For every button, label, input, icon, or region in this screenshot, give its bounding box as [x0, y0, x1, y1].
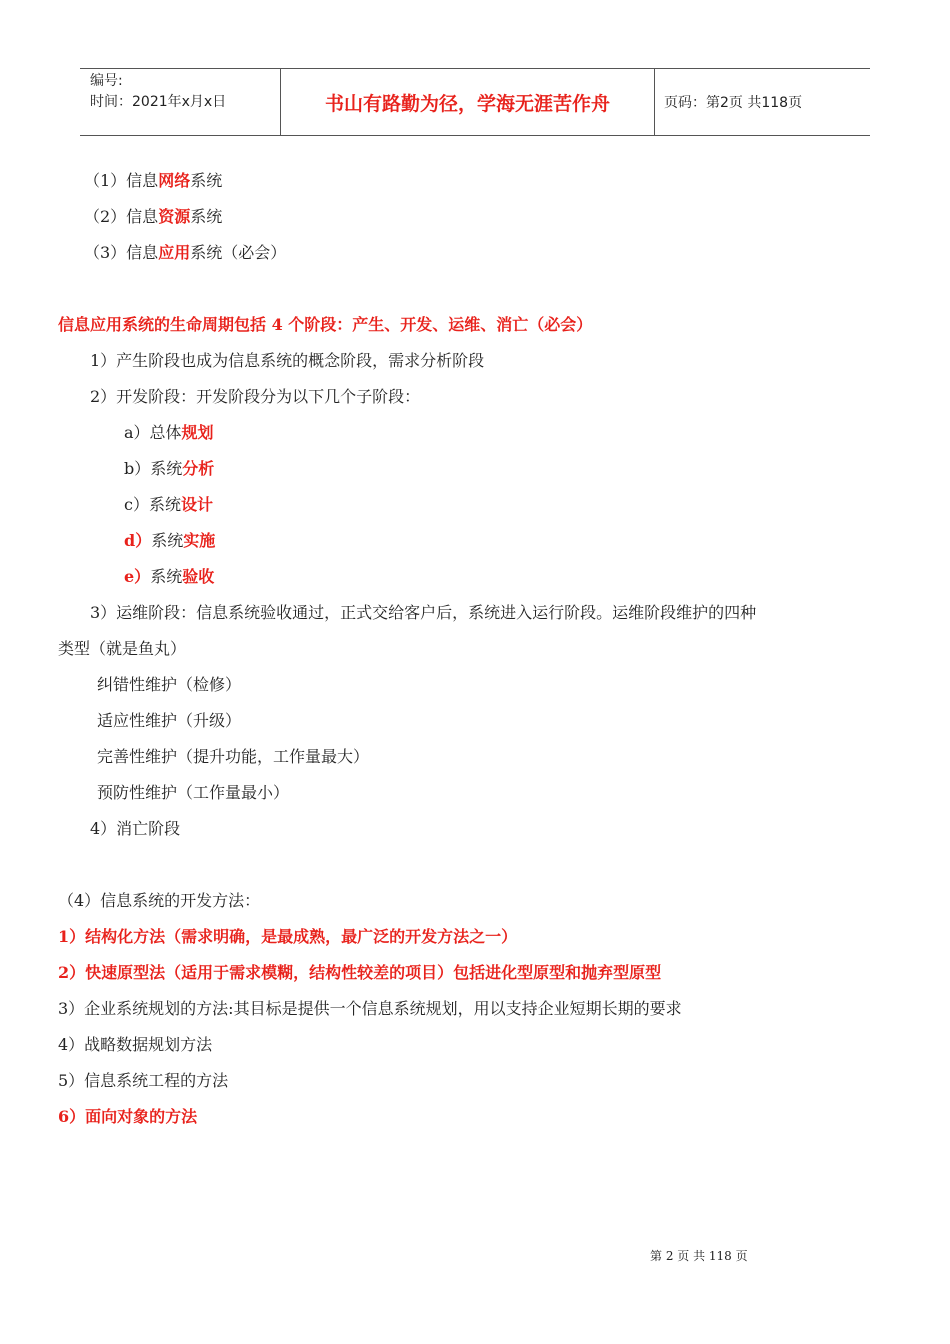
substage-prefix: c）系统 [124, 495, 181, 514]
stage-3-line-1: 3）运维阶段：信息系统验收通过，正式交给客户后，系统进入运行阶段。运维阶段维护的四种 [90, 603, 757, 622]
system-suffix: 系统 [190, 207, 223, 226]
system-key: 资源 [158, 207, 191, 226]
substage-prefix: a）总体 [124, 423, 182, 442]
header-page-info: 页码：第2页 共118页 [664, 95, 803, 111]
system-item-1 [84, 170, 222, 192]
maintenance-item-3: 完善性维护（提升功能，工作量最大） [97, 747, 370, 766]
substage-c [124, 494, 213, 516]
method-4: 4）战略数据规划方法 [58, 1035, 213, 1054]
stage-1: 1）产生阶段也成为信息系统的概念阶段，需求分析阶段 [90, 351, 485, 370]
method-1: 1）结构化方法（需求明确，是最成熟，最广泛的开发方法之一） [58, 927, 518, 946]
substage-a [124, 422, 214, 444]
header-meta [80, 69, 281, 135]
doc-number: 编号: [90, 73, 123, 89]
header-motto: 书山有路勤为径，学海无涯苦作舟 [281, 69, 655, 135]
substage-e [124, 566, 214, 588]
system-key: 网络 [158, 171, 191, 190]
substage-prefix: b）系统 [124, 459, 183, 478]
system-key: 应用 [158, 243, 191, 262]
maintenance-item-4: 预防性维护（工作量最小） [97, 783, 290, 802]
method-6: 6）面向对象的方法 [58, 1107, 198, 1126]
substage-prefix: 系统 [151, 531, 184, 550]
substage-key: 分析 [182, 459, 215, 478]
substage-d [124, 530, 215, 552]
system-suffix: 系统（必会） [190, 243, 287, 262]
stage-4: 4）消亡阶段 [90, 819, 181, 838]
system-item-2 [84, 206, 222, 228]
substage-key: 实施 [183, 531, 216, 550]
method-2: 2）快速原型法（适用于需求模糊，结构性较差的项目）包括进化型原型和抛弃型原型 [58, 963, 662, 982]
doc-time: 时间：2021年x月x日 [90, 94, 227, 110]
lifecycle-heading: 信息应用系统的生命周期包括 4 个阶段：产生、开发、运维、消亡（必会） [58, 315, 593, 334]
stage-2: 2）开发阶段：开发阶段分为以下几个子阶段： [90, 387, 421, 406]
substage-key: 验收 [182, 567, 215, 586]
page-footer: 第 2 页 共 118 页 [650, 1249, 748, 1263]
substage-prefix: 系统 [150, 567, 183, 586]
substage-key: 设计 [180, 495, 213, 514]
substage-marker: d） [124, 531, 152, 550]
substage-marker: e） [124, 567, 151, 586]
system-item-3 [84, 242, 286, 264]
stage-3-line-2: 类型（就是鱼丸） [58, 639, 187, 658]
methods-heading: （4）信息系统的开发方法： [58, 891, 261, 910]
system-prefix: （1）信息 [84, 171, 159, 190]
page-header [80, 68, 870, 136]
method-5: 5）信息系统工程的方法 [58, 1071, 229, 1090]
substage-key: 规划 [181, 423, 214, 442]
substage-b [124, 458, 214, 480]
maintenance-item-1: 纠错性维护（检修） [97, 675, 242, 694]
maintenance-item-2: 适应性维护（升级） [97, 711, 242, 730]
system-suffix: 系统 [190, 171, 223, 190]
system-prefix: （3）信息 [84, 243, 159, 262]
system-prefix: （2）信息 [84, 207, 159, 226]
method-3: 3）企业系统规划的方法:其目标是提供一个信息系统规划，用以支持企业短期长期的要求 [58, 999, 682, 1018]
